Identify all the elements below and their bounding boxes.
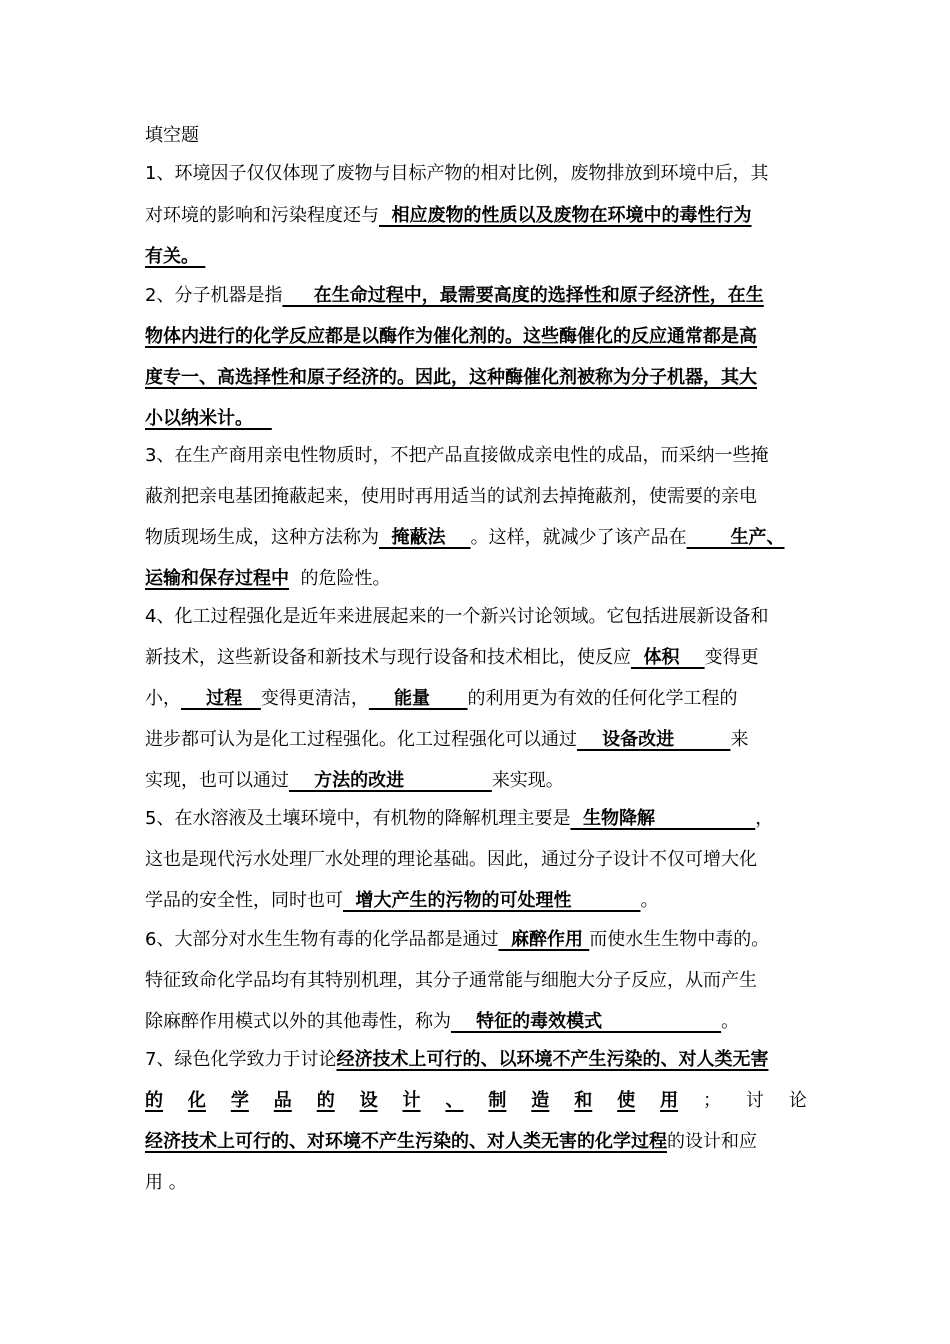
- q7-answer-1: 经济技术上可行的、以环境不产生污染的、对人类无害: [336, 1049, 769, 1070]
- q3-line-3: [145, 524, 815, 552]
- q7-answer-char: 的: [316, 1090, 335, 1111]
- q7-answer-char: 和: [574, 1090, 593, 1111]
- q4-line-3: [145, 685, 815, 713]
- q5-line-1: [145, 805, 815, 833]
- q6-text: 而使水生生物中毒的。: [589, 929, 770, 950]
- q4-text: 变得更: [704, 647, 759, 668]
- q7-answer-char: 设: [359, 1090, 378, 1111]
- q7-line-1: [145, 1046, 815, 1074]
- q6-line-2: [145, 967, 815, 995]
- q6-answer-2: 特征的毒效模式: [451, 1011, 722, 1032]
- q5-text: 5、在水溶液及土壤环境中，有机物的降解机理主要是: [145, 808, 571, 829]
- q2-answer-end: 小以纳米计。: [145, 408, 272, 429]
- q6-text: 除麻醉作用模式以外的其他毒性，称为: [145, 1011, 451, 1032]
- q3-answer-1: 掩蔽法: [379, 527, 471, 548]
- q2-answer: 度专一、高选择性和原子经济的。因此，这种酶催化剂被称为分子机器，其大: [145, 367, 757, 388]
- q1-line-1: [145, 160, 815, 188]
- q7-answer-char: 的: [145, 1090, 163, 1111]
- q7-line-3: [145, 1128, 815, 1156]
- q4-text: 来实现。: [491, 770, 564, 791]
- q5-line-2: [145, 846, 815, 874]
- q2-text: 2、分子机器是指: [145, 285, 283, 306]
- q5-text: 。: [640, 890, 659, 911]
- q5-text: ，: [755, 808, 774, 829]
- q7-text: 用 。: [145, 1172, 187, 1193]
- q7-text-char: 论: [788, 1090, 807, 1111]
- q7-answer-char: 制: [488, 1090, 507, 1111]
- q3-line-2: [145, 483, 815, 511]
- q6-line-1: [145, 926, 815, 954]
- q4-answer-4: 设备改进: [577, 729, 731, 750]
- q4-line-5: [145, 767, 815, 795]
- q3-answer-2: 生产、: [686, 527, 785, 548]
- q3-line-4: [145, 565, 815, 593]
- q2-line-3: [145, 364, 815, 392]
- q4-line-2: [145, 644, 815, 672]
- q4-text: 4、化工过程强化是近年来进展起来的一个新兴讨论领域。它包括进展新设备和: [145, 606, 769, 627]
- q7-answer-char: 计: [402, 1090, 421, 1111]
- q4-answer-2: 过程: [181, 688, 261, 709]
- q3-answer-2-end: 运输和保存过程中: [145, 568, 289, 589]
- q6-text: 特征致命化学品均有其特别机理，其分子通常能与细胞大分子反应，从而产生: [145, 970, 757, 991]
- q3-text: 的危险性。: [289, 568, 391, 589]
- q2-answer: 在生命过程中，最需要高度的选择性和原子经济性，在生: [282, 285, 764, 306]
- q7-text-char: 讨: [745, 1090, 764, 1111]
- q7-line-2-justified: [145, 1087, 807, 1115]
- q4-text: 的利用更为有效的任何化学工程的: [467, 688, 738, 709]
- q4-answer-3: 能量: [368, 688, 468, 709]
- q4-text: 新技术，这些新设备和新技术与现行设备和技术相比，使反应: [145, 647, 631, 668]
- q4-text: 来: [730, 729, 749, 750]
- q1-line-2: [145, 202, 815, 230]
- q4-text: 变得更清洁，: [260, 688, 369, 709]
- q4-line-4: [145, 726, 815, 754]
- q5-answer-1: 生物降解: [570, 808, 756, 829]
- q2-line-1: [145, 282, 815, 310]
- q3-text: 蔽剂把亲电基团掩蔽起来，使用时再用适当的试剂去掉掩蔽剂，使需要的亲电: [145, 486, 757, 507]
- q4-answer-5: 方法的改进: [289, 770, 492, 791]
- q3-text: 3、在生产商用亲电性物质时，不把产品直接做成亲电性的成品，而采纳一些掩: [145, 445, 769, 466]
- q5-text: 这也是现代污水处理厂水处理的理论基础。因此，通过分子设计不仅可增大化: [145, 849, 757, 870]
- q7-text: 的设计和应: [667, 1131, 757, 1152]
- q1-text: 对环境的影响和污染程度还与: [145, 205, 379, 226]
- q7-answer-char: 使: [617, 1090, 636, 1111]
- q7-answer-char: 用: [660, 1090, 679, 1111]
- q7-answer-char: 、: [445, 1090, 464, 1111]
- q6-text: 。: [721, 1011, 740, 1032]
- q7-answer-2: 经济技术上可行的、对环境不产生污染的、对人类无害的化学过程: [145, 1131, 667, 1152]
- q4-text: 小，: [145, 688, 181, 709]
- q4-line-1: [145, 603, 815, 631]
- q7-answer-char: 造: [531, 1090, 550, 1111]
- q2-line-2: [145, 323, 815, 351]
- q3-text: 物质现场生成，这种方法称为: [145, 527, 379, 548]
- q7-answer-char: 化: [187, 1090, 206, 1111]
- q7-answer-char: 品: [273, 1090, 292, 1111]
- q5-line-3: [145, 887, 815, 915]
- q1-text: 1、环境因子仅仅体现了废物与目标产物的相对比例，废物排放到环境中后，其: [145, 163, 769, 184]
- q6-line-3: [145, 1008, 815, 1036]
- q6-text: 6、大部分对水生生物有毒的化学品都是通过: [145, 929, 499, 950]
- section-title: 填空题: [145, 125, 199, 146]
- q4-answer-1: 体积: [631, 647, 705, 668]
- q6-answer-1: 麻醉作用: [498, 929, 590, 950]
- q2-line-4: [145, 405, 815, 433]
- q2-answer: 物体内进行的化学反应都是以酶作为催化剂的。这些酶催化的反应通常都是高: [145, 326, 757, 347]
- q7-text: 7、绿色化学致力于讨论: [145, 1049, 337, 1070]
- q5-answer-2: 增大产生的污物的可处理性: [343, 890, 641, 911]
- q4-text: 进步都可认为是化工过程强化。化工过程强化可以通过: [145, 729, 577, 750]
- q7-text-char: ；: [702, 1090, 721, 1111]
- q7-line-4: [145, 1169, 815, 1197]
- q1-answer: 相应废物的性质以及废物在环境中的毒性行为: [379, 205, 752, 226]
- q4-text: 实现，也可以通过: [145, 770, 289, 791]
- q1-line-3: [145, 243, 815, 271]
- q3-text: 。这样，就减少了该产品在: [470, 527, 687, 548]
- q3-line-1: [145, 442, 815, 470]
- q5-text: 学品的安全性，同时也可: [145, 890, 343, 911]
- q1-answer-end: 有关。: [145, 246, 206, 267]
- q7-answer-char: 学: [230, 1090, 249, 1111]
